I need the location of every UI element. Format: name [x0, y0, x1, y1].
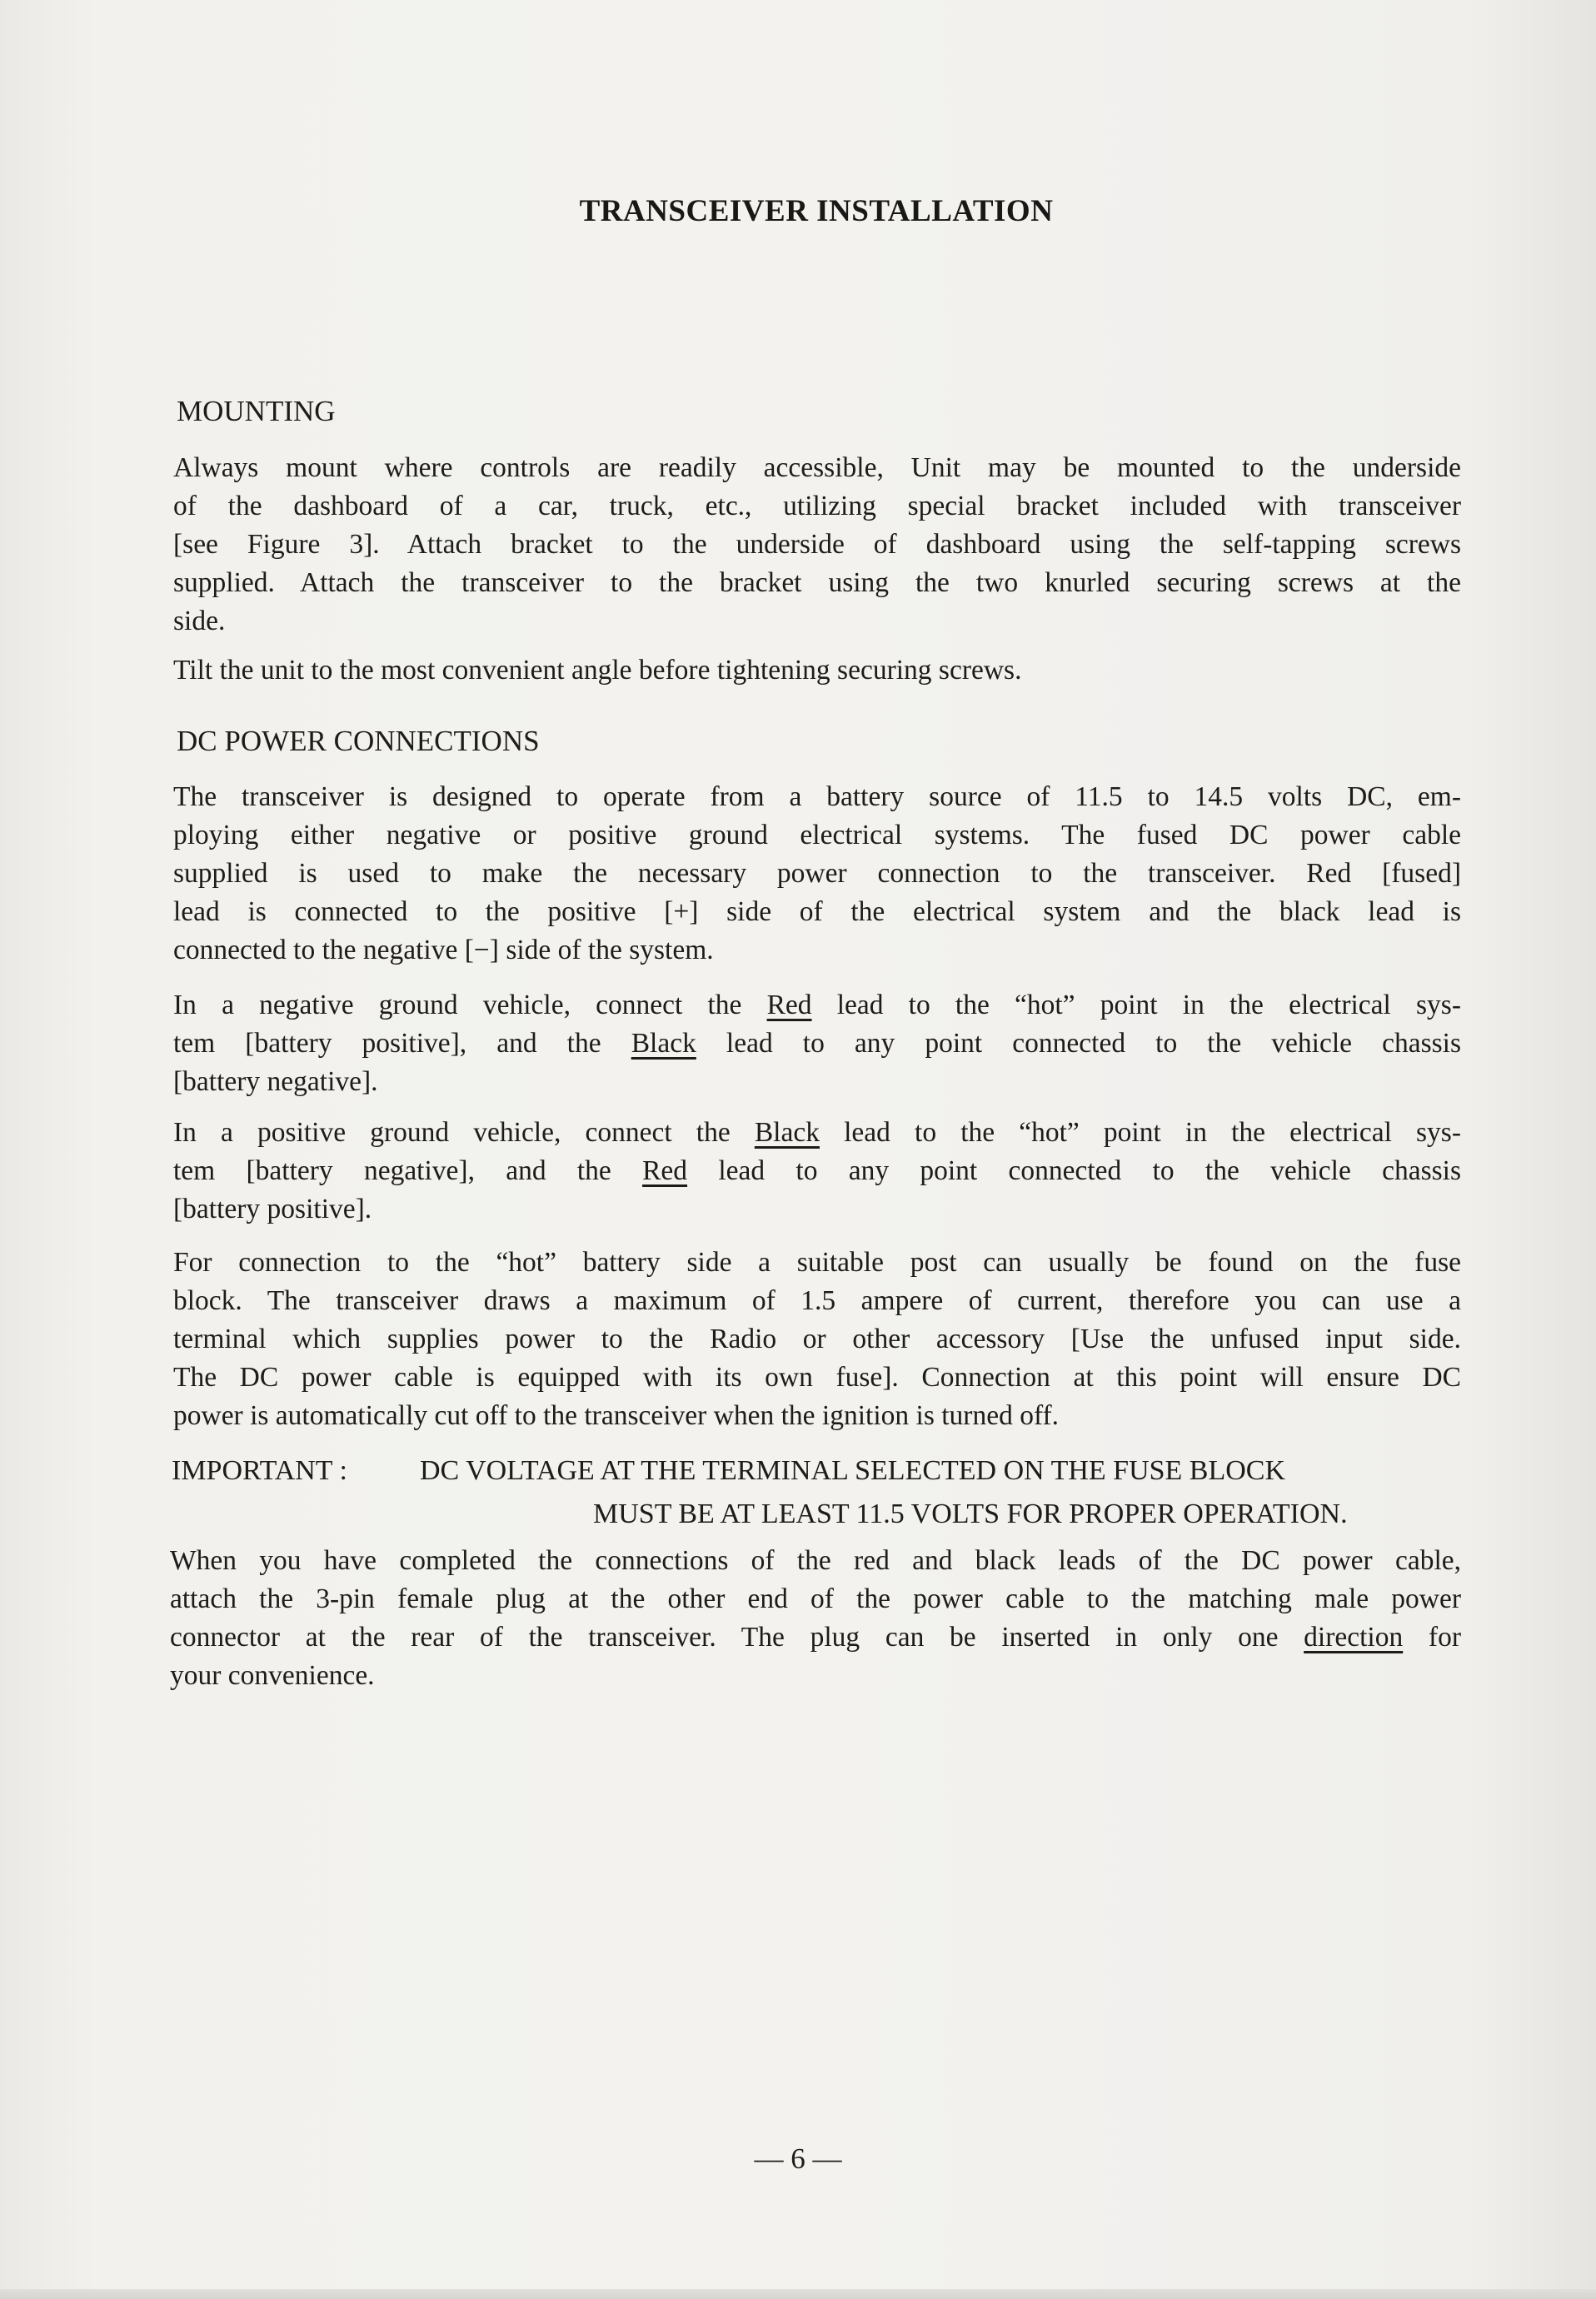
text-line: of the dashboard of a car, truck, etc., utilizing special bracket included with transceiver: [173, 491, 1461, 521]
dc-power-paragraph-4: [173, 1244, 1461, 1435]
text-fragment: tem [battery negative], and the: [173, 1155, 643, 1186]
underlined-word: Red: [642, 1155, 688, 1186]
text-line: [see Figure 3]. Attach bracket to the underside of dashboard using the self-tapping screws: [173, 529, 1461, 560]
text-fragment: for: [1403, 1622, 1461, 1653]
section-heading-mounting: MOUNTING: [177, 395, 336, 427]
text-line: [170, 1618, 1461, 1657]
important-line-1: [172, 1449, 1463, 1493]
text-line: Tilt the unit to the most convenient angle before tightening securing screws.: [173, 655, 1022, 686]
dc-power-paragraph-3: [173, 1114, 1461, 1229]
text-line: [173, 1025, 1461, 1063]
text-line: supplied. Attach the transceiver to the bracket using the two knurled securing screws at the: [173, 567, 1461, 598]
text-line: supplied is used to make the necessary power connection to the transceiver. Red [fused]: [173, 858, 1461, 889]
text-line: block. The transceiver draws a maximum of 1.5 ampere of current, therefore you can use a: [173, 1285, 1461, 1316]
text-fragment: lead to any point connected to the vehicle chassis: [687, 1155, 1461, 1186]
text-line: When you have completed the connections of the red and black leads of the DC power cable,: [170, 1545, 1461, 1576]
text-line: ploying either negative or positive ground electrical systems. The fused DC power cable: [173, 820, 1461, 850]
underlined-word: Red: [766, 990, 812, 1020]
text-fragment: tem [battery positive], and the: [173, 1028, 631, 1059]
page-number: — 6 —: [754, 2142, 842, 2175]
text-line: lead is connected to the positive [+] side of the electrical system and the black lead is: [173, 896, 1461, 927]
text-line: The transceiver is designed to operate from a battery source of 11.5 to 14.5 volts DC, em-: [173, 781, 1461, 812]
connection-paragraph: [170, 1542, 1461, 1695]
text-fragment: lead to the “hot” point in the electrical sys-: [819, 1117, 1461, 1148]
important-line-2: [172, 1493, 1463, 1536]
page-title: TRANSCEIVER INSTALLATION: [579, 194, 1054, 228]
text-fragment: lead to the “hot” point in the electrical sys-: [811, 990, 1461, 1020]
text-line: connected to the negative [−] side of the system.: [173, 935, 714, 965]
text-fragment: lead to any point connected to the vehicle chassis: [696, 1028, 1461, 1059]
text-line: The DC power cable is equipped with its own fuse]. Connection at this point will ensure DC: [173, 1362, 1461, 1393]
underlined-word: direction: [1304, 1622, 1404, 1653]
dc-power-paragraph-2: [173, 986, 1461, 1101]
text-fragment: connector at the rear of the transceiver. The plug can be inserted in only one: [170, 1622, 1304, 1653]
underlined-word: Black: [754, 1117, 820, 1148]
text-line: your convenience.: [170, 1660, 375, 1691]
text-line: Always mount where controls are readily accessible, Unit may be mounted to the underside: [173, 452, 1461, 483]
mounting-paragraph-2: [173, 651, 1461, 690]
text-line: For connection to the “hot” battery side a suitable post can usually be found on the fuse: [173, 1247, 1461, 1278]
text-line: [173, 1114, 1461, 1152]
underlined-word: Black: [631, 1028, 696, 1059]
important-text: MUST BE AT LEAST 11.5 VOLTS FOR PROPER OPERATION.: [593, 1499, 1348, 1529]
text-fragment: In a negative ground vehicle, connect the: [173, 990, 767, 1020]
text-line: power is automatically cut off to the transceiver when the ignition is turned off.: [173, 1400, 1060, 1431]
important-text: DC VOLTAGE AT THE TERMINAL SELECTED ON THE FUSE BLOCK: [420, 1455, 1286, 1486]
important-label: IMPORTANT :: [172, 1455, 347, 1486]
mounting-paragraph-1: [173, 449, 1461, 641]
important-note: [172, 1449, 1463, 1536]
text-line: [173, 986, 1461, 1025]
text-line: [173, 1152, 1461, 1190]
text-line: [battery positive].: [173, 1194, 372, 1224]
dc-power-paragraph-1: [173, 778, 1461, 970]
text-line: terminal which supplies power to the Radio or other accessory [Use the unfused input side.: [173, 1324, 1461, 1354]
text-line: [battery negative].: [173, 1066, 378, 1097]
text-line: side.: [173, 606, 226, 636]
text-fragment: In a positive ground vehicle, connect the: [173, 1117, 755, 1148]
text-line: attach the 3-pin female plug at the other end of the power cable to the matching male power: [170, 1583, 1461, 1614]
page-bottom-edge: [0, 2289, 1596, 2299]
section-heading-dc-power: DC POWER CONNECTIONS: [177, 725, 540, 757]
